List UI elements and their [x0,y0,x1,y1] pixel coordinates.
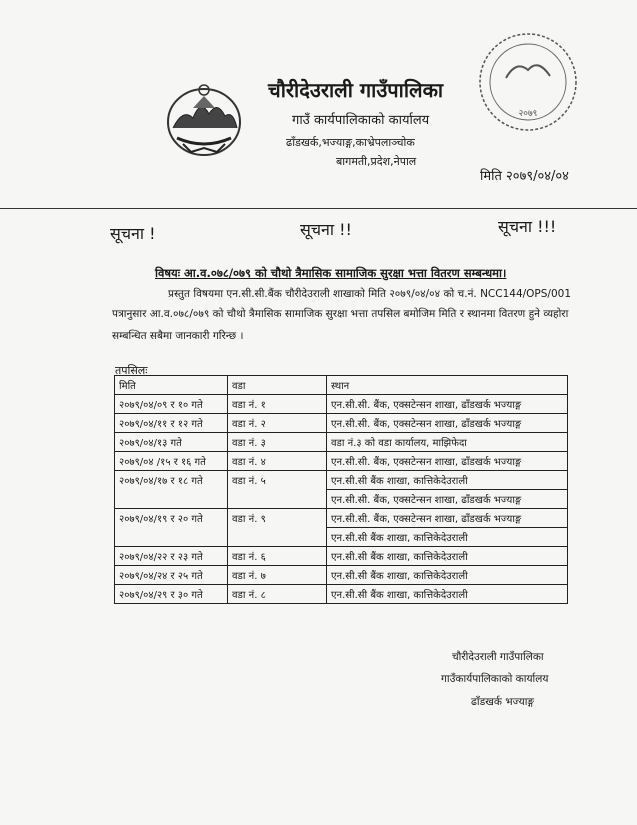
office-name: चौरीदेउराली गाउँपालिका [268,78,444,102]
row-place: एन.सी.सी. बैंक, एक्सटेन्सन शाखा, ढाँडखर्क भज्याङ्ग [327,414,568,433]
row-ward: वडा नं. ५ [228,471,327,509]
schedule-table [114,375,568,604]
body-line-2: पत्रानुसार आ.व.०७८/०७९ को चौथो त्रैमासिक सामाजिक सुरक्षा भत्ता तपसिल बमोजिम मिति र स्थानमा वितरण हुने व्यहोरा [112,308,569,320]
notice-title-1: सूचना ! [110,224,156,243]
row-place: एन.सी.सी बैंक शाखा, कात्तिकेदेउराली [327,585,568,604]
row-date: २०७९/०४/१९ र २० गते [115,509,228,547]
table-row [115,414,568,433]
body-line-1: प्रस्तुत विषयमा एन.सी.सी.बैंक चौरीदेउराली शाखाको मिति २०७९/०४/०४ को च.नं. NCC144/OPS/001 [168,288,572,300]
row-ward: वडा नं. ७ [228,566,327,585]
row-ward: वडा नं. ६ [228,547,327,566]
row-place: एन.सी.सी. बैंक, एक्सटेन्सन शाखा, ढाँडखर्क भज्याङ्ग [327,509,568,528]
row-place: एन.सी.सी. बैंक, एक्सटेन्सन शाखा, ढाँडखर्क भज्याङ्ग [327,452,568,471]
row-place: एन.सी.सी बैंक शाखा, कात्तिकेदेउराली [327,566,568,585]
table-row [115,585,568,604]
row-ward: वडा नं. २ [228,414,327,433]
office-subtitle: गाउँ कार्यपालिकाको कार्यालय [292,113,430,128]
table-row [115,433,568,452]
table-row [115,471,568,490]
header-ward: वडा [228,376,327,395]
row-ward: वडा नं. ४ [228,452,327,471]
row-place: एन.सी.सी बैंक शाखा, कात्तिकेदेउराली [327,528,568,547]
row-date: २०७९/०४ /१५ र १६ गते [115,452,228,471]
schedule-label: तपसिलः [115,364,148,377]
row-date: २०७९/०४/२२ र २३ गते [115,547,228,566]
row-date: २०७९/०४/२९ र ३० गते [115,585,228,604]
nepal-emblem-logo [163,78,245,160]
row-place: एन.सी.सी. बैंक, एक्सटेन्सन शाखा, ढाँडखर्क भज्याङ्ग [327,395,568,414]
row-ward: वडा नं. ९ [228,509,327,547]
table-row [115,566,568,585]
notice-title-2: सूचना !! [300,220,352,239]
row-date: २०७९/०४/१३ गते [115,433,228,452]
row-date: २०७९/०४/१७ र १८ गते [115,471,228,509]
office-stamp [476,30,580,134]
row-date: २०७९/०४/११ र १२ गते [115,414,228,433]
row-place: एन.सी.सी. बैंक, एक्सटेन्सन शाखा, ढाँडखर्क भज्याङ्ग [327,490,568,509]
table-row [115,509,568,528]
table-row [115,452,568,471]
office-address-line2: बागमती,प्रदेश,नेपाल [336,155,417,168]
office-address-line1: ढाँडखर्क,भज्याङ्ग,काभ्रेपलाञ्चोक [286,136,415,149]
notice-title-3: सूचना !!! [498,217,557,236]
body-line-3: सम्बन्धित सबैमा जानकारी गरिन्छ । [112,330,244,342]
row-ward: वडा नं. ३ [228,433,327,452]
row-date: २०७९/०४/२४ र २५ गते [115,566,228,585]
header-date: मिति [115,376,228,395]
row-ward: वडा नं. १ [228,395,327,414]
header-place: स्थान [327,376,568,395]
row-place: एन.सी.सी बैंक शाखा, कात्तिकेदेउराली [327,547,568,566]
row-place: एन.सी.सी बैंक शाखा, कात्तिकेदेउराली [327,471,568,490]
table-row [115,547,568,566]
subject-line: विषयः आ.व.०७८/०७९ को चौथो त्रैमासिक सामाजिक सुरक्षा भत्ता वितरण सम्बन्धमा। [155,266,507,280]
row-ward: वडा नं. ८ [228,585,327,604]
signature-line-3: ढाँडखर्क भज्याङ्ग [471,696,535,708]
row-date: २०७९/०४/०९ र १० गते [115,395,228,414]
row-place: वडा नं.३ को वडा कार्यालय, माझिफेदा [327,433,568,452]
document-date: मिति २०७९/०४/०४ [480,169,569,184]
header-divider [0,208,637,209]
signature-line-2: गाउँकार्यपालिकाको कार्यालय [441,673,549,685]
signature-line-1: चौरीदेउराली गाउँपालिका [452,651,544,663]
table-header-row [115,376,568,395]
table-row [115,395,568,414]
stamp-date: २०७९ [518,109,538,119]
